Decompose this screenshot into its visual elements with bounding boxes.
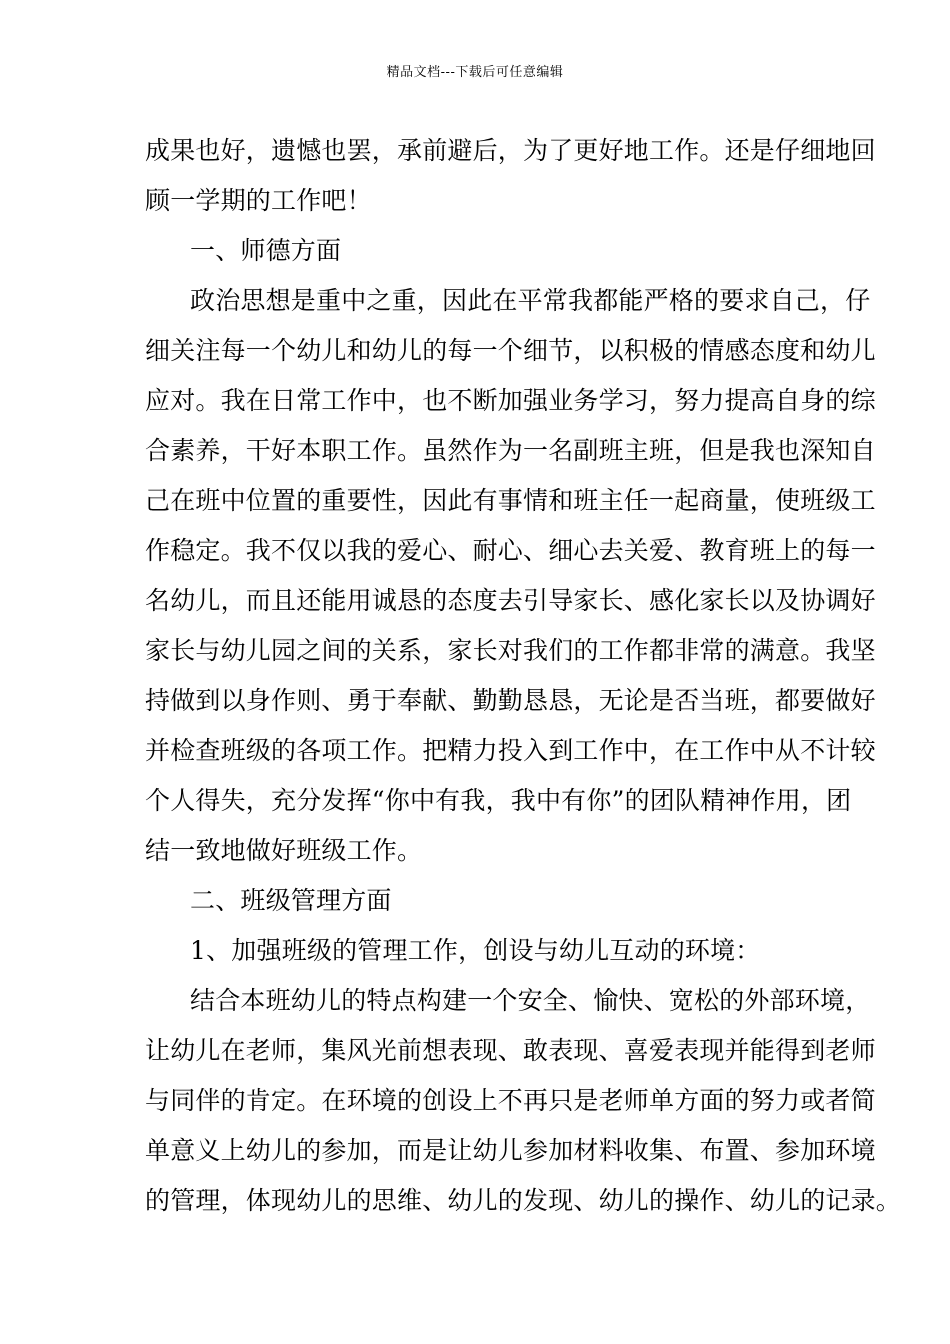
paragraph-line: 成果也好，遗憾也罢，承前避后，为了更好地工作。还是仔细地回 bbox=[145, 136, 876, 165]
paragraph-line: 合素养，干好本职工作。虽然作为一名副班主班，但是我也深知自 bbox=[145, 436, 876, 465]
subsection-heading: 1、加强班级的管理工作，创设与幼儿互动的环境： bbox=[190, 936, 761, 965]
paragraph-line: 持做到以身作则、勇于奉献、勤勤恳恳，无论是否当班，都要做好 bbox=[145, 686, 876, 715]
paragraph-line: 单意义上幼儿的参加，而是让幼儿参加材料收集、布置、参加环境 bbox=[145, 1136, 876, 1165]
paragraph-line: 结一致地做好班级工作。 bbox=[145, 836, 423, 865]
document-body bbox=[145, 126, 902, 1226]
paragraph-line: 作稳定。我不仅以我的爱心、耐心、细心去关爱、教育班上的每一 bbox=[145, 536, 876, 565]
paragraph-line: 己在班中位置的重要性，因此有事情和班主任一起商量，使班级工 bbox=[145, 486, 876, 515]
paragraph-line: 政治思想是重中之重，因此在平常我都能严格的要求自己，仔 bbox=[190, 286, 871, 315]
paragraph-line: 个人得失，充分发挥“你中有我，我中有你”的团队精神作用，团 bbox=[145, 786, 852, 815]
paragraph-line: 家长与幼儿园之间的关系，家长对我们的工作都非常的满意。我坚 bbox=[145, 636, 876, 665]
section-heading: 一、师德方面 bbox=[190, 236, 342, 265]
paragraph-line: 结合本班幼儿的特点构建一个安全、愉快、宽松的外部环境， bbox=[190, 986, 871, 1015]
paragraph-line: 应对。我在日常工作中，也不断加强业务学习，努力提高自身的综 bbox=[145, 386, 876, 415]
paragraph-line: 并检查班级的各项工作。把精力投入到工作中，在工作中从不计较 bbox=[145, 736, 876, 765]
paragraph-line: 名幼儿，而且还能用诚恳的态度去引导家长、感化家长以及协调好 bbox=[145, 586, 876, 615]
section-heading: 二、班级管理方面 bbox=[190, 886, 392, 915]
page-header: 精品文档---下载后可任意编辑 bbox=[386, 65, 564, 80]
paragraph-line: 与同伴的肯定。在环境的创设上不再只是老师单方面的努力或者简 bbox=[145, 1086, 876, 1115]
paragraph-line: 细关注每一个幼儿和幼儿的每一个细节，以积极的情感态度和幼儿 bbox=[145, 336, 876, 365]
paragraph-line: 的管理，体现幼儿的思维、幼儿的发现、幼儿的操作、幼儿的记录。 bbox=[145, 1186, 902, 1215]
paragraph-line: 顾一学期的工作吧！ bbox=[145, 186, 372, 215]
paragraph-line: 让幼儿在老师，集风光前想表现、敢表现、喜爱表现并能得到老师 bbox=[145, 1036, 876, 1065]
